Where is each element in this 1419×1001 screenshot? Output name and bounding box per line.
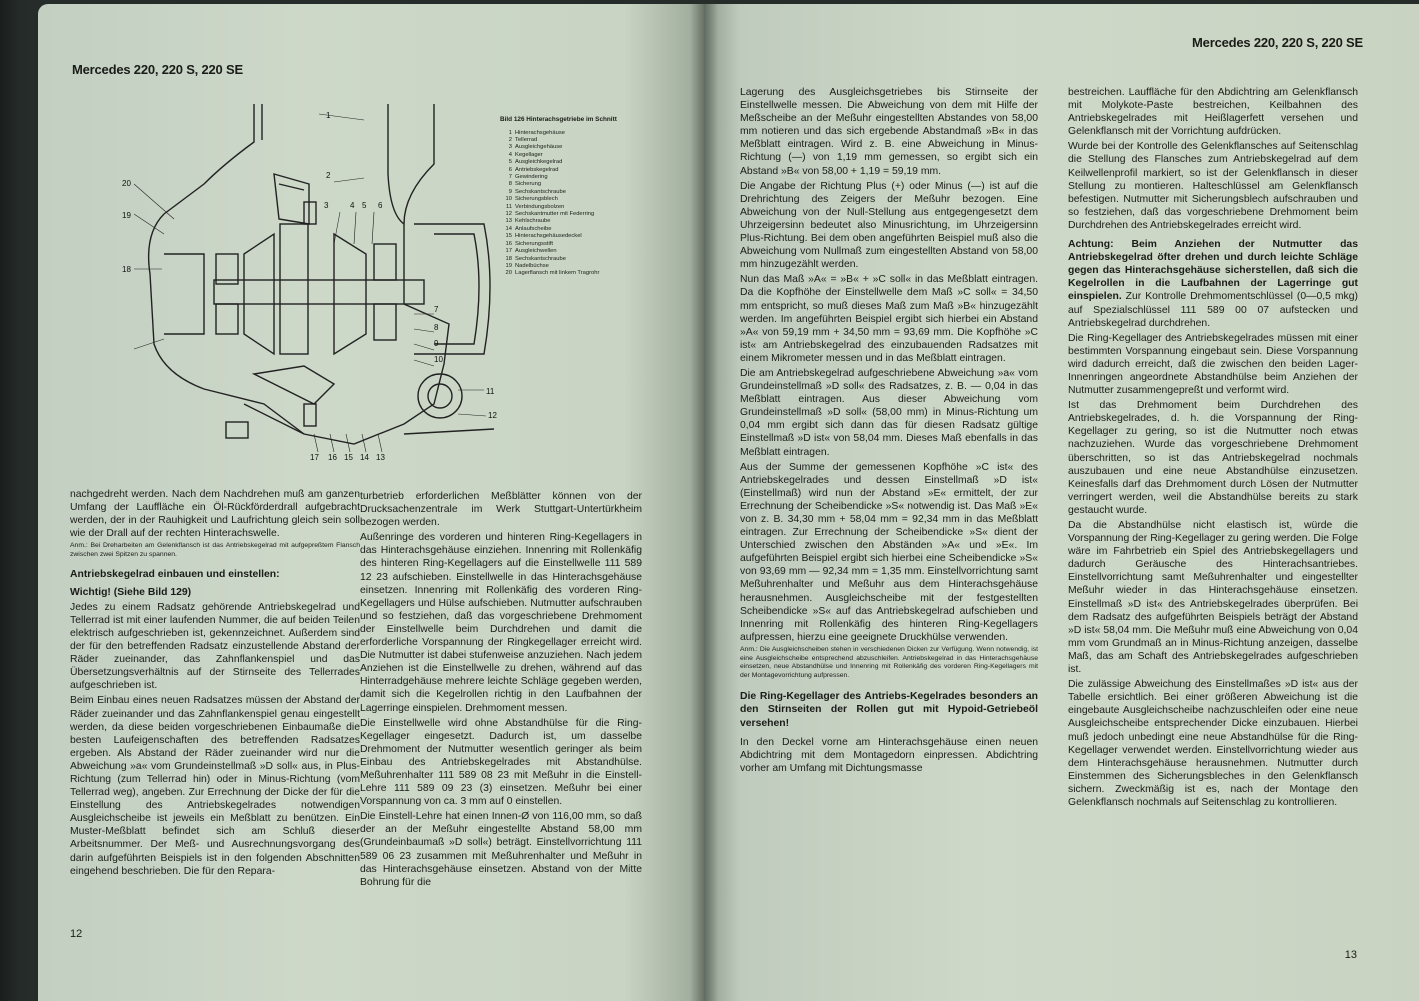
legend-item: [500, 167, 665, 174]
right-page-number: 13: [1344, 949, 1357, 961]
legend-item: [500, 204, 665, 211]
legend-item: [500, 263, 665, 270]
right-page-header: Mercedes 220, 220 S, 220 SE: [1192, 35, 1363, 50]
right-page: [704, 4, 1419, 1001]
legend-item-number: 7: [508, 174, 512, 181]
legend-item-number: 19: [505, 262, 512, 269]
warning-bold: Achtung: Beim Anziehen der Nutmutter das Antriebskegelrad öfter drehen und durch leichte Schläge gegen das Hinterachsgehäuse sicherstellen, daß sich die Kegelrollen in die Laufbahnen der Lagerringe gut einspielen.: [1068, 239, 1358, 303]
figure-caption: Bild 126 Hinterachsgetriebe im Schnitt: [500, 116, 617, 123]
paragraph: Die zulässige Abweichung des Einstellmaßes »D ist« aus der Tabelle ersichtlich. Bei einer größeren Abweichung ist die eingebaute Ausgleichscheibe nachzuschleifen oder eine neue Ausgleichscheibe entsprechender Dicke einzubauen. Hierbei muß jedoch unbedingt eine neue Abstandhülse für die Ring-Kegellager verwendet werden. Einstellvorrichtung wieder aus dem Hinterachsgehäuse herausnehmen. Nutmutter durch Einstemmen des Sicherungsbleches in den Gelenkflansch sichern. Zweckmäßig ist es, nach der Montage den Gelenkflansch nochmals auf Seitenschlag zu kontrollieren.: [1068, 679, 1358, 808]
callout-16: 16: [328, 453, 337, 462]
warning-text: Zur Kontrolle Drehmomentschlüssel (0—0,5 mkg) auf Spezialschlüssel 111 589 00 07 aufstecken und Antriebskegelrad durchdrehen.: [1068, 291, 1358, 329]
legend-item-label: Tellerrad: [515, 137, 538, 143]
paragraph: In den Deckel vorne am Hinterachsgehäuse einen neuen Abdichtring mit dem Montagedorn einpressen. Abdichtring vorher am Umfang mit Dichtungsmasse: [740, 736, 1038, 774]
paragraph: Lagerung des Ausgleichsgetriebes bis Stirnseite der Einstellwelle messen. Die Abweichung von dem mit Hilfe der Meßscheibe an der Meßuhr eingestellten Abstandes von 58,00 mm notieren und das sich ergebende Abstandmaß »B« in das Meßblatt eintragen. Wird z. B. eine Abweichung in Minus-Richtung (—) von 1,19 mm gemessen, so ergibt sich ein Abstand »B« von 58,00 + 1,19 = 59,19 mm.: [740, 87, 1038, 177]
legend-item-label: Kehlschraube: [515, 218, 551, 225]
bold-instruction: Die Ring-Kegellager des Antriebs-Kegelrades besonders an den Stirnseiten der Rollen gut mit Hypoid-Getriebeöl versehen!: [740, 691, 1038, 729]
paragraph: Außenringe des vorderen und hinteren Ring-Kegellagers in das Hinterachsgehäuse einziehen. Innenring mit Rollenkäfig des hinteren Ring-Kegellagers auf die Einstellwelle 111 589 12 23 aufschieben. Einstellwelle in das Hinterachsgehäuse einsetzen. Innenring mit Rollenkäfig des vorderen Ring-Kegellagers und Hülse aufschieben. Nutmutter aufschrauben und so festziehen, daß das vorgeschriebene Drehmoment der Einstellwelle beim Durchdrehen und damit die erforderliche Vorspannung der Ringkegellager erreicht wird. Die Nutmutter ist dabei stufenweise anzuziehen. Nach jedem Anziehen ist die Einstellwelle zu drehen, während auf das Hinterradgehäuse mehrere leichte Schläge gegeben werden, damit sich die Kegelrollen richtig in den Laufbahnen der Lagerringe einspielen. Drehmoment messen.: [360, 532, 642, 714]
legend-item-label: Sechskantschraube: [515, 255, 566, 262]
legend-item-label: Verbindungsbolzen: [515, 203, 565, 210]
callout-19: 19: [122, 211, 131, 220]
callout-20: 20: [122, 179, 131, 188]
legend-item-label: Sicherung: [515, 181, 542, 188]
legend-item-label: Lagerflansch mit linkem Tragrohr: [515, 270, 600, 277]
legend-item: [500, 137, 665, 144]
legend-item: [500, 144, 665, 151]
callout-7: 7: [434, 305, 439, 314]
right-column-2: [1068, 86, 1358, 956]
legend-item-label: Ausgleichgehäuse: [515, 144, 563, 151]
legend-item-number: 6: [508, 166, 512, 173]
legend-item-label: Nadelbüchse: [515, 262, 549, 269]
callout-15: 15: [344, 453, 353, 462]
legend-item: [500, 270, 665, 277]
left-page-header: Mercedes 220, 220 S, 220 SE: [72, 62, 243, 77]
legend-item-label: Sechskantmutter mit Federring: [515, 211, 595, 218]
callout-17: 17: [310, 453, 319, 462]
paragraph: Die Einstellwelle wird ohne Abstandhülse für die Ring-Kegellager eingesetzt. Dadurch ist, um dasselbe Drehmoment der Nutmutter wesentlich geringer als beim Einbau des Antriebskegelrades mit Abstandhülse. Meßuhrenhalter 111 589 08 23 mit Meßuhr in die Einstell-Lehre 111 589 09 23 (3) einsetzen. Meßuhr bei einer Vorspannung von ca. 3 mm auf 0 einstellen.: [360, 717, 642, 808]
callout-12: 12: [488, 411, 497, 420]
paragraph: Aus der Summe der gemessenen Kopfhöhe »C ist« des Antriebskegelrades und dessen Einstellmaß »D ist« (Einstellmaß) wird nun der Abstand »E« ermittelt, der zur Errechnung der Scheibendicke »S« notwendig ist. Das Maß »E« von z. B. 34,30 mm + 58,04 mm = 92,34 mm in das Meßblatt eintragen. Zur Errechnung der Scheibendicke »S« dient der Unterschied zwischen den Abständen »A« und »E«. Im aufgeführten Beispiel ergibt sich hierbei eine Scheibendicke »S« von 93,69 mm — 92,34 mm = 1,35 mm. Einstellvorrichtung samt Meßuhrenhalter und Meßuhr aus dem Hinterachsgehäuse herausnehmen. Ausgleichscheibe mit der festgestellten Scheibendicke »S« auf das Antriebskegelrad aufschieben und Innenring mit Rollenkäfig des hinteren Ring-Kegellagers aufpressen, hierzu eine geeignete Druckhülse verwenden.: [740, 461, 1038, 643]
paragraph: bestreichen. Lauffläche für den Abdichtring am Gelenkflansch mit Molykote-Paste bestreichen, Keilbahnen des Antriebskegelrades mit Heißlagerfett versehen und Gelenkflansch mit der Vorrichtung aufdrücken.: [1068, 87, 1358, 138]
paragraph: turbetrieb erforderlichen Meßblätter können von der Drucksachenzentrale im Werk Stuttgart-Untertürkheim bezogen werden.: [360, 491, 642, 529]
legend-item-label: Hinterachsgehäusedeckel: [515, 233, 582, 240]
paragraph: Nun das Maß »A« = »B« + »C soll« in das Meßblatt eintragen. Da die Kopfhöhe der Einstellwelle dem Maß »C soll« = 34,50 mm entspricht, so muß dieses Maß zum Maß »B« hinzugezählt werden. Im angeführten Beispiel ergibt sich hierbei ein Abstand »A« von 59,19 mm + 34,50 mm = 93,69 mm. Die Kopfhöhe »C ist« am Antriebskegelrad des einzubauenden Radsatzes mit einem Mikrometer messen und in das Meßblatt eintragen.: [740, 274, 1038, 364]
legend-item-label: Ausgleichwellen: [515, 248, 557, 255]
legend-item-label: Kegellager: [515, 151, 543, 158]
important-note: Wichtig! (Siehe Bild 129): [70, 586, 192, 598]
legend-item-number: 11: [505, 203, 512, 210]
legend-item: [500, 152, 665, 159]
legend-item-number: 20: [505, 270, 512, 277]
legend-item: [500, 226, 665, 233]
legend-item-number: 5: [508, 159, 512, 166]
legend-item: [500, 181, 665, 188]
legend-item-number: 13: [505, 218, 512, 225]
legend-item-number: 8: [508, 181, 512, 188]
paragraph: Beim Einbau eines neuen Radsatzes müssen der Abstand der Räder zueinander und das Zahnflankenspiel genau eingestellt werden, da diese beiden vorgeschriebenen Einbaumaße die besten Laufeigenschaften des betreffenden Radsatzes ergeben. Als Abstand der Räder zueinander wird nur die Abweichung »a« vom Grundeinstellmaß »D soll« aus, in Plus-Richtung (zum Tellerrad hin) oder in Minus-Richtung (vom Tellerrad weg), angeben. Zur Errechnung der Dicke der für die Einstellung des Antriebskegelrades notwendigen Ausgleichscheibe ist jeweils ein Meßblatt zu benützen. Ein Muster-Meßblatt befindet sich am Schluß dieser Arbeitsnummer. Der Meß- und Ausrechnungsvorgang des darin aufgeführten Beispiels ist in den folgenden Abschnitten eingehend beschrieben. Die für den Repara-: [70, 695, 360, 877]
legend-item-label: Anlaufscheibe: [515, 225, 552, 232]
legend-item: [500, 196, 665, 203]
legend-item-number: 9: [508, 188, 512, 195]
paragraph: Da die Abstandhülse nicht elastisch ist, würde die Vorspannung der Ring-Kegellager zu gering werden. Die Folge wäre im Fahrbetrieb ein Spiel des Antriebskegellagers und dadurch Geräusche des Hinterachsantriebes. Einstellvorrichtung samt Meßuhrenhalter und eingestellter Meßuhr wieder in das Hinterachsgehäuse einsetzen. Einstellmaß »D ist« des Antriebskegelrades überprüfen. Bei dem Radsatz des aufgeführten Beispiels beträgt der Abstand »D ist« 58,04 mm. Die Meßuhr muß eine Abweichung von 0,04 mm vom Grundmaß an in Minus-Richtung anzeigen, dasselbe Maß, das am Schaft des Antriebskegelrades aufgeschrieben ist.: [1068, 520, 1358, 676]
legend-item-label: Antriebskegelrad: [515, 166, 559, 173]
left-column-2: [360, 490, 642, 940]
paragraph: Die Einstell-Lehre hat einen Innen-Ø von 116,00 mm, so daß der an der Meßuhr eingestellte Abstand 58,00 mm (Grundeinbaumaß »D soll«) beträgt. Einstellvorrichtung 111 589 06 23 zusammen mit Meßuhrenhalter und Meßuhr in das Hinterachsgehäuse einsetzen. Abstand von der Mitte Bohrung für die: [360, 811, 642, 888]
legend-item-number: 10: [505, 196, 512, 203]
callout-2: 2: [326, 171, 331, 180]
callout-8: 8: [434, 323, 439, 332]
paragraph: Ist das Drehmoment beim Durchdrehen des Antriebskegelrades, d. h. die Vorspannung der Ring-Kegellager zu gering, so ist die Nutmutter noch etwas nachzuziehen. Wurde das vorgeschriebene Drehmoment überschritten, so ist das Antriebskegelrad nochmals auszubauen und eine neue Abstandhülse einzusetzen. Keinesfalls darf das Drehmoment durch Lösen der Nutmutter verringert werden, weil die Abstandhülse bereits zu stark gestaucht wurde.: [1068, 400, 1358, 516]
legend-item: [500, 218, 665, 225]
legend-item-number: 14: [505, 225, 512, 232]
legend-item-number: 1: [508, 129, 512, 136]
paragraph: Jedes zu einem Radsatz gehörende Antriebskegelrad und Tellerrad ist mit einer laufenden Nummer, die auf beiden Teilen elektrisch aufgeschrieben ist, gekennzeichnet. Außerdem sind der für den betreffenden Radsatz einzustellende Abstand der Räder zueinander, das Zahnflankenspiel und das Übersetzungsverhältnis auf der Stirnseite des Tellerrades aufgeschrieben ist.: [70, 601, 360, 692]
callout-10: 10: [434, 355, 443, 364]
callout-14: 14: [360, 453, 369, 462]
legend-item: [500, 248, 665, 255]
callout-1: 1: [326, 111, 331, 120]
legend-item-label: Gewindering: [515, 174, 548, 181]
legend-item-number: 15: [505, 233, 512, 240]
left-column-1: [70, 488, 360, 928]
callout-11: 11: [486, 387, 495, 396]
legend-item-label: Sicherungsstift: [515, 240, 554, 247]
legend-item-number: 3: [508, 144, 512, 151]
callout-18: 18: [122, 265, 131, 274]
warning-paragraph: [1068, 238, 1358, 330]
legend-item: [500, 211, 665, 218]
legend-item: [500, 189, 665, 196]
legend-item-number: 2: [508, 137, 512, 143]
paragraph: Die am Antriebskegelrad aufgeschriebene Abweichung »a« vom Grundeinstellmaß »D soll« des Radsatzes, z. B. — 0,04 in das Meßblatt eintragen. Aus dieser Abweichung vom Grundeinstellmaß »D soll« (58,00 mm) in Minus-Richtung um 0,04 mm ergibt sich dann das für diesen Radsatz gültige Einstellmaß »D ist« von 58,04 mm. Dieses Maß ebenfalls in das Meßblatt eintragen.: [740, 367, 1038, 458]
left-page-number: 12: [70, 928, 83, 940]
legend-item: [500, 241, 665, 248]
left-page: [38, 4, 704, 1001]
legend-item: [500, 233, 665, 240]
callout-4: 4: [350, 201, 355, 210]
legend-item-number: 16: [505, 240, 512, 247]
legend-item-number: 4: [508, 151, 512, 158]
legend-item-label: Sicherungsblech: [515, 196, 558, 203]
callout-13: 13: [376, 453, 385, 462]
callout-3: 3: [324, 201, 329, 210]
section-heading: Antriebskegelrad einbauen und einstellen:: [70, 568, 280, 580]
right-column-1: [740, 86, 1038, 952]
legend-item-number: 18: [505, 255, 512, 262]
legend-item: [500, 159, 665, 166]
note: Anm.: Bei Dreharbeiten am Gelenkflansch ist das Antriebskegelrad mit aufgepreßtem Flansch zwischen zwei Spitzen zu spannen.: [70, 542, 360, 558]
figure-legend: [500, 116, 665, 278]
paragraph: nachgedreht werden. Nach dem Nachdrehen muß am ganzen Umfang der Lauffläche ein Öl-Rückförderdrall aufgebracht werden, der in der Rauhigkeit und Laufrichtung gleich sein soll wie der Drall auf der rechten Hinterachswelle.: [70, 489, 360, 540]
legend-item: [500, 256, 665, 263]
paragraph: Die Angabe der Richtung Plus (+) oder Minus (—) ist auf die Drehrichtung des Zeigers der Meßuhr bezogen. Eine Abweichung von der Null-Stellung aus entgegengesetzt dem Uhrzeigersinn bedeutet also Minusrichtung, im Uhrzeigersinn Plus-Richtung. Bei dem oben angeführten Beispiel muß also die Abweichung vom Nullmaß zum eingestellten Abstand von 58,00 mm hinzugezählt werden.: [740, 180, 1038, 271]
legend-list: [500, 130, 665, 278]
callout-9: 9: [434, 339, 439, 348]
legend-item-label: Hinterachsgehäuse: [515, 129, 565, 136]
differential-cross-section-figure: [104, 104, 496, 464]
legend-item-number: 17: [505, 248, 512, 255]
legend-item: [500, 130, 665, 137]
callout-5: 5: [362, 201, 367, 210]
legend-item-label: Ausgleichkegelrad: [515, 159, 563, 166]
paragraph: Wurde bei der Kontrolle des Gelenkflansches auf Seitenschlag die Stellung des Flansches zum Antriebskegelrad auf dem Keilwellenprofil markiert, so ist der Gelenkflansch in dieser Stellung zu montieren. Halteschlüssel am Gelenkflansch befestigen. Nutmutter mit Sicherungsblech aufschrauben und so festziehen, daß das vorgeschriebene Drehmoment beim Durchdrehen des Antriebskegelrades erreicht wird.: [1068, 141, 1358, 231]
paragraph: Die Ring-Kegellager des Antriebskegelrades müssen mit einer bestimmten Vorspannung eingebaut sein. Diese Vorspannung wird dadurch erreicht, daß die zwischen den beiden Lager-Innenringen angeordnete Abstandhülse beim Anziehen der Nutmutter zusammengepreßt und verformt wird.: [1068, 332, 1358, 397]
legend-item-number: 12: [505, 211, 512, 218]
callout-6: 6: [378, 201, 383, 210]
legend-item: [500, 174, 665, 181]
note: Anm.: Die Ausgleichscheiben stehen in verschiedenen Dicken zur Verfügung. Wenn notwendig, ist eine Ausgleichscheibe entsprechend abzuschleifen. Antriebskegelrad in das Hinterachsgehäuse einsetzen, neue Abstandhülse und Innenring mit Rollenkäfig des vorderen Ring-Kegellagers mit der Montagevorrichtung aufpressen.: [740, 645, 1038, 679]
legend-item-label: Sechskantschraube: [515, 188, 566, 195]
